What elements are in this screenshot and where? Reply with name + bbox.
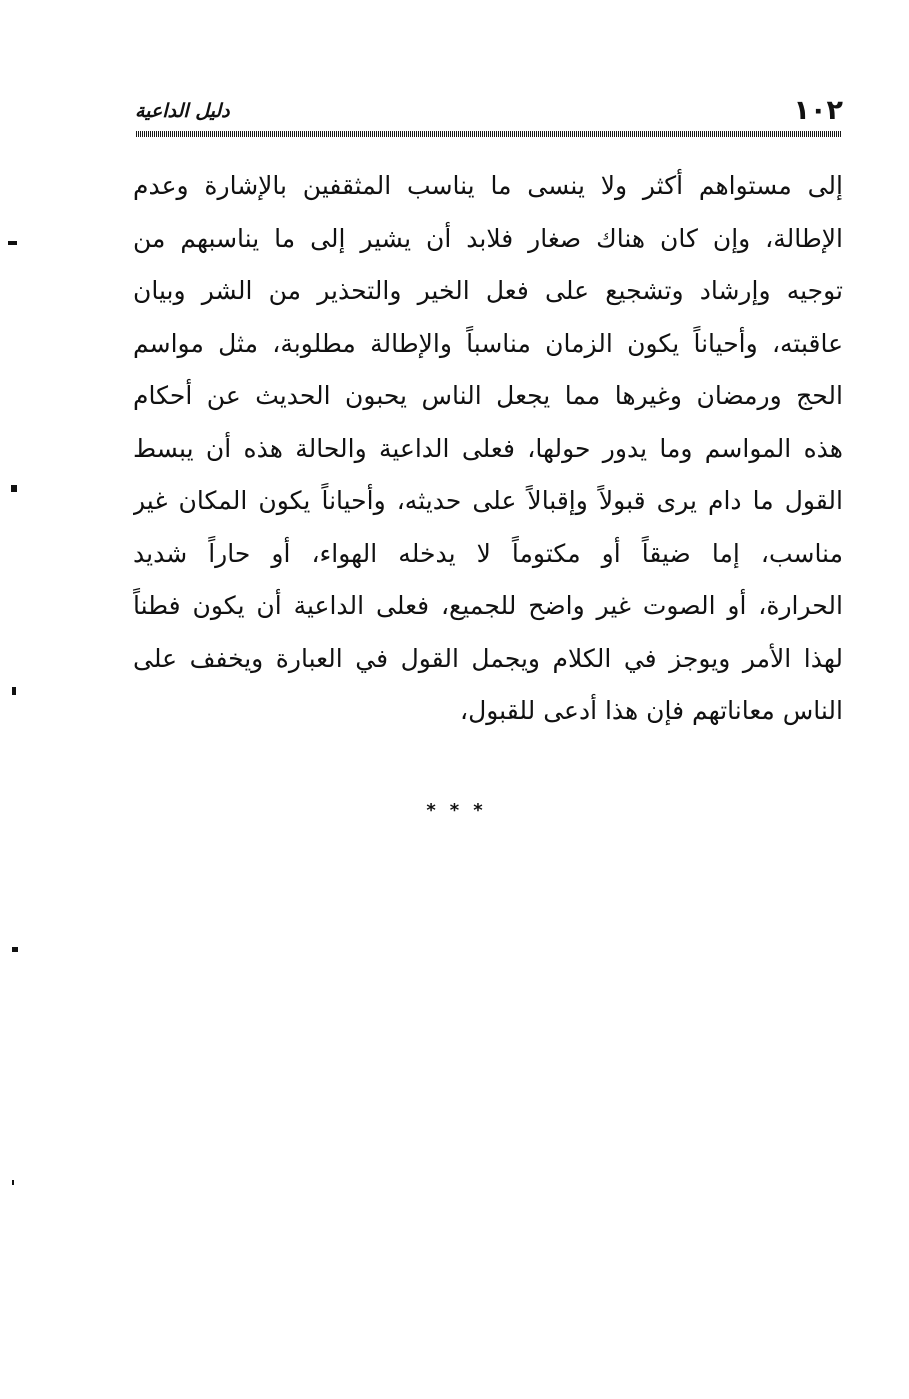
text-line: الحرارة، أو الصوت غير واضح للجميع، فعلى الداعية أن يكون فطناً xyxy=(133,591,843,620)
text-line: عاقبته، وأحياناً يكون الزمان مناسباً والإطالة مطلوبة، مثل مواسم xyxy=(133,328,843,358)
scan-speck xyxy=(12,687,16,695)
page-number: ١٠٢ xyxy=(793,95,843,126)
running-title: دليل الداعية xyxy=(135,100,230,122)
scan-speck xyxy=(12,947,18,952)
text-line: إلى مستواهم أكثر ولا ينسى ما يناسب المثقفين بالإشارة وعدم xyxy=(133,171,843,200)
scan-speck xyxy=(12,1180,14,1185)
scan-speck xyxy=(8,241,17,245)
text-line: مناسب، إما ضيقاً أو مكتوماً لا يدخله الهواء، أو حاراً شديد xyxy=(133,538,843,568)
page-header xyxy=(133,96,843,132)
text-line-last: الناس معاناتهم فإن هذا أدعى للقبول، xyxy=(460,696,843,725)
text-line: القول ما دام يرى قبولاً وإقبالاً على حديثه، وأحياناً يكون المكان غير xyxy=(133,486,843,515)
text-line: توجيه وإرشاد وتشجيع على فعل الخير والتحذير من الشر وبيان xyxy=(133,276,843,305)
section-divider-ornament: *** xyxy=(426,800,497,821)
header-rule xyxy=(136,131,842,137)
text-line: هذه المواسم وما يدور حولها، فعلى الداعية والحالة هذه أن يبسط xyxy=(133,433,843,463)
text-line: الحج ورمضان وغيرها مما يجعل الناس يحبون الحديث عن أحكام xyxy=(133,381,843,410)
text-line: الإطالة، وإن كان هناك صغار فلابد أن يشير إلى ما يناسبهم من xyxy=(133,223,843,253)
scan-speck xyxy=(11,485,17,492)
text-line: لهذا الأمر ويوجز في الكلام ويجمل القول في العبارة ويخفف على xyxy=(133,643,843,673)
body-paragraph xyxy=(133,160,843,738)
